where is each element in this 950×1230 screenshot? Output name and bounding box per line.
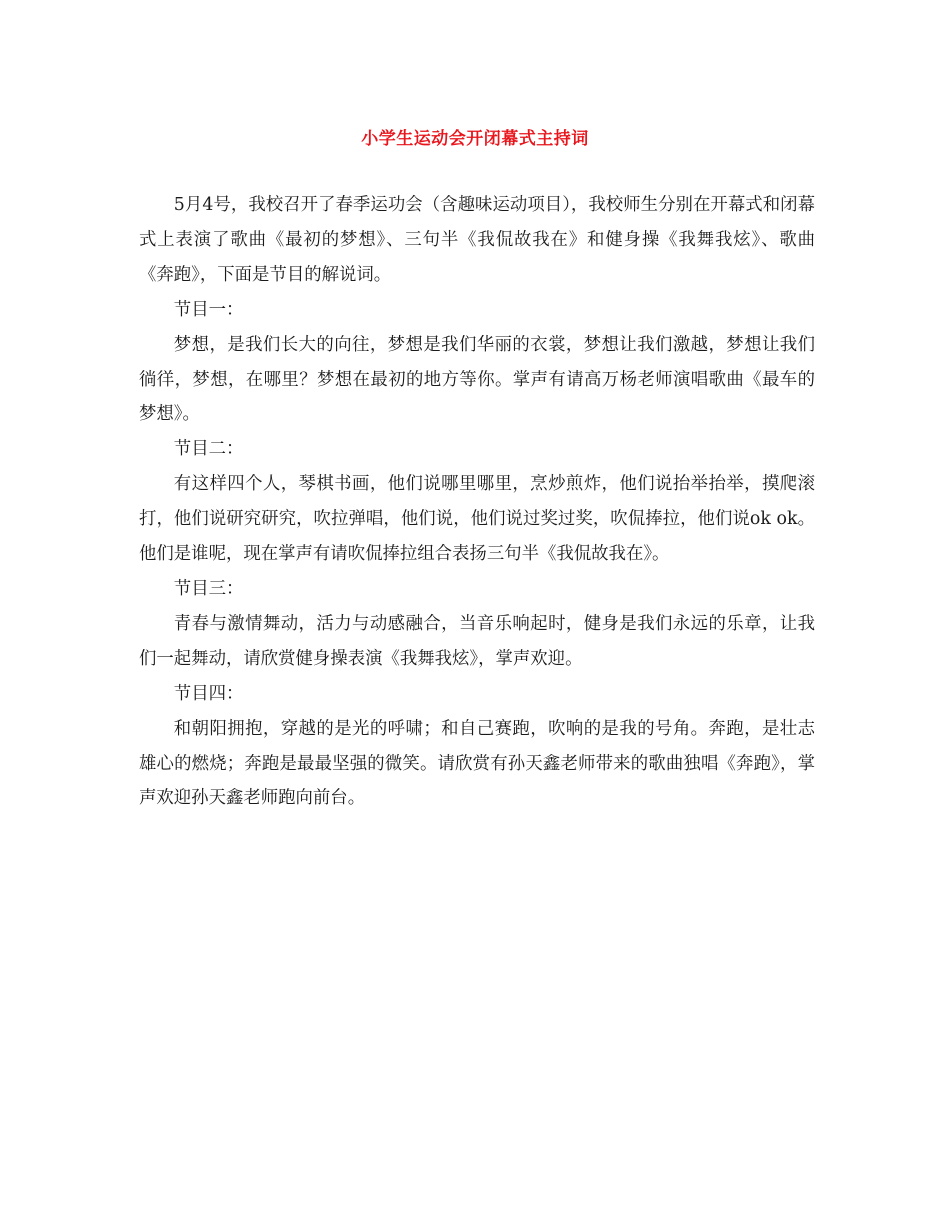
intro-paragraph: 5月4号，我校召开了春季运功会（含趣味运动项目），我校师生分别在开幕式和闭幕式上表演了歌曲《最初的梦想》、三句半《我侃故我在》和健身操《我舞我炫》、歌曲《奔跑》，下面是节目的解说词。 bbox=[139, 195, 815, 285]
program-three-paragraph: 青春与激情舞动，活力与动感融合，当音乐响起时，健身是我们永远的乐章，让我们一起舞动，请欣赏健身操表演《我舞我炫》，掌声欢迎。 bbox=[139, 613, 815, 669]
program-two-heading: 节目二： bbox=[173, 439, 244, 460]
program-one-heading: 节目一： bbox=[173, 299, 244, 320]
program-four-paragraph: 和朝阳拥抱，穿越的是光的呼啸；和自己赛跑，吹响的是我的号角。奔跑，是壮志雄心的燃烧；奔跑是最最坚强的微笑。请欣赏有孙天鑫老师带来的歌曲独唱《奔跑》，掌声欢迎孙天鑫老师跑向前台。 bbox=[139, 718, 815, 809]
document-body bbox=[139, 188, 815, 816]
program-three-heading: 节目三： bbox=[173, 578, 244, 599]
program-one-paragraph: 梦想，是我们长大的向往，梦想是我们华丽的衣裳，梦想让我们激越，梦想让我们徜徉，梦想，在哪里？梦想在最初的地方等你。掌声有请高万杨老师演唱歌曲《最车的梦想》。 bbox=[139, 334, 815, 425]
document-title: 小学生运动会开闭幕式主持词 bbox=[361, 129, 589, 149]
program-two-paragraph: 有这样四个人，琴棋书画，他们说哪里哪里，烹炒煎炸，他们说抬举抬举，摸爬滚打，他们说研究研究，吹拉弹唱，他们说，他们说过奖过奖，吹侃捧拉，他们说ok ok。他们是谁呢，现在掌声有请吹侃捧拉组合表扬三句半《我侃故我在》。 bbox=[139, 474, 815, 565]
program-four-heading: 节目四： bbox=[173, 683, 244, 704]
